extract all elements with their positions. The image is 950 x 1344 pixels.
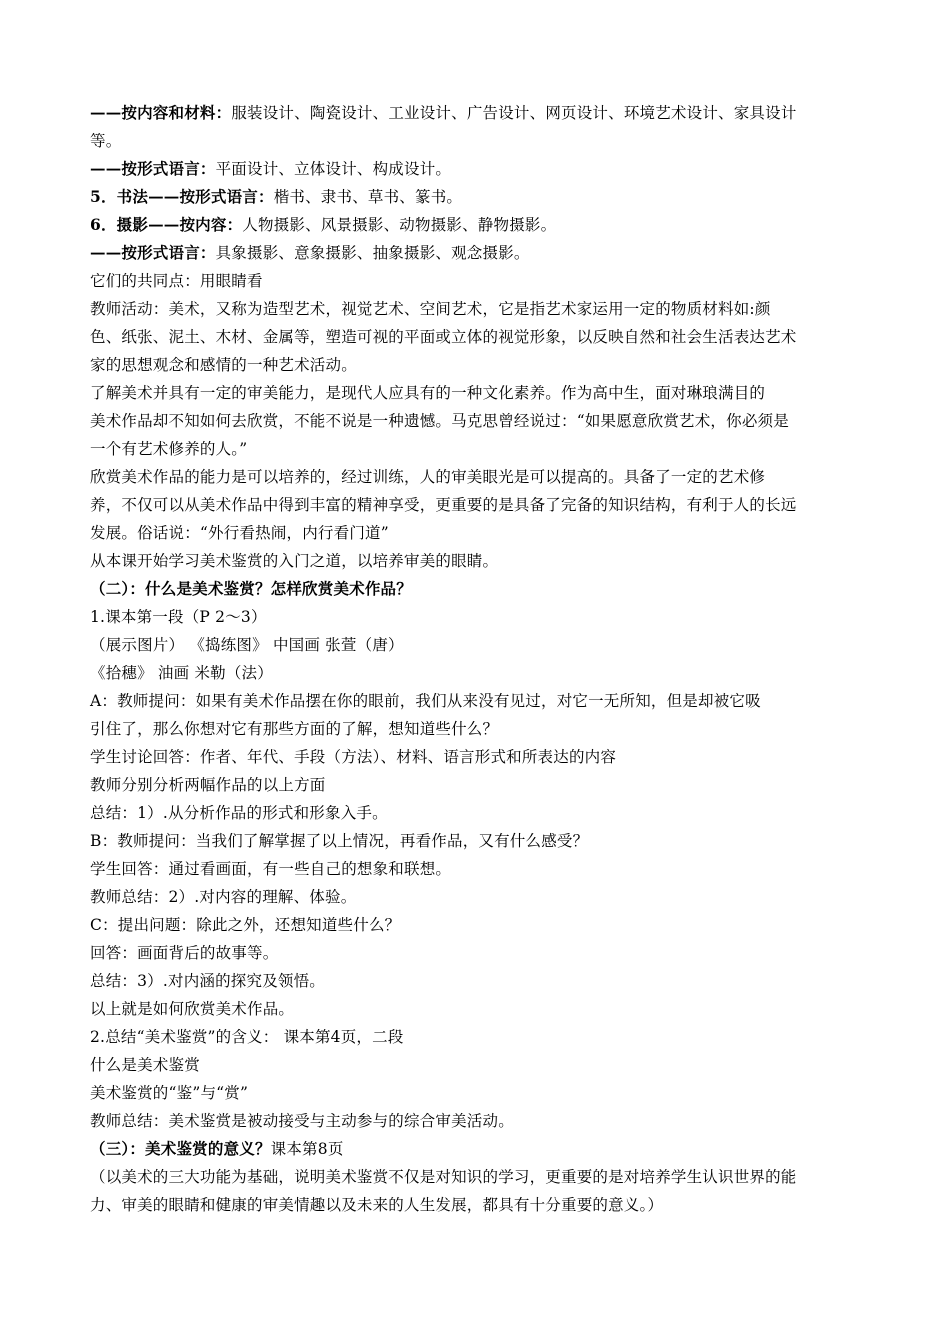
text-line xyxy=(90,1027,404,1047)
body-text: 2.总结“美术鉴赏”的含义： 课本第4页，二段 xyxy=(90,1028,404,1046)
body-text: 教师分别分析两幅作品的以上方面 xyxy=(90,776,326,794)
body-text: 《拾穗》 油画 米勒（法） xyxy=(90,664,273,682)
text-line xyxy=(90,215,556,235)
text-line xyxy=(90,271,263,291)
body-text: 等。 xyxy=(90,132,122,150)
text-line xyxy=(90,915,400,935)
text-line xyxy=(90,635,404,655)
text-line xyxy=(90,691,761,711)
text-line xyxy=(90,747,616,767)
text-line xyxy=(90,523,389,543)
text-line xyxy=(90,439,247,459)
body-text: 以上就是如何欣赏美术作品。 xyxy=(90,1000,295,1018)
body-text: 一个有艺术修养的人。” xyxy=(90,440,248,458)
text-line xyxy=(90,551,498,571)
text-line xyxy=(90,663,273,683)
body-text: 教师活动：美术，又称为造型艺术，视觉艺术、空间艺术，它是指艺术家运用一定的物质材料如:颜 xyxy=(90,300,771,318)
text-line xyxy=(90,383,765,403)
text-line xyxy=(90,859,451,879)
text-line xyxy=(90,607,267,627)
text-line xyxy=(90,1083,248,1103)
body-text: 课本第8页 xyxy=(270,1140,344,1158)
body-text: 家的思想观念和感情的一种艺术活动。 xyxy=(90,356,357,374)
body-text: 从本课开始学习美术鉴赏的入门之道，以培养审美的眼睛。 xyxy=(90,552,499,570)
body-text: C：提出问题：除此之外，还想知道些什么？ xyxy=(90,916,401,934)
bold-heading-text: ——按形式语言： xyxy=(90,243,216,262)
body-text: 引住了，那么你想对它有那些方面的了解，想知道些什么？ xyxy=(90,720,499,738)
bold-heading-text: 6．摄影——按内容： xyxy=(90,215,243,234)
body-text: 什么是美术鉴赏 xyxy=(90,1056,200,1074)
text-line xyxy=(90,467,765,487)
bold-heading-text: ——按内容和材料： xyxy=(90,103,232,122)
text-line xyxy=(90,971,325,991)
body-text: 1.课本第一段（P 2～3） xyxy=(90,608,267,626)
body-text: 学生回答：通过看画面，有一些自己的想象和联想。 xyxy=(90,860,452,878)
text-line xyxy=(90,327,797,347)
bold-heading-text: （二）：什么是美术鉴赏？怎样欣赏美术作品？ xyxy=(90,579,412,598)
text-line xyxy=(90,355,357,375)
text-line xyxy=(90,187,462,207)
body-text: 欣赏美术作品的能力是可以培养的，经过训练，人的审美眼光是可以提高的。具备了一定的艺术修 xyxy=(90,468,766,486)
body-text: 力、审美的眼睛和健康的审美情趣以及未来的人生发展，都具有十分重要的意义。） xyxy=(90,1196,664,1214)
body-text: 美术作品却不知如何去欣赏，不能不说是一种遗憾。马克思曾经说过：“如果愿意欣赏艺术，你必须是 xyxy=(90,412,789,430)
body-text: 美术鉴赏的“鉴”与“赏” xyxy=(90,1084,249,1102)
text-line xyxy=(90,1139,344,1159)
body-text: 学生讨论回答：作者、年代、手段（方法）、材料、语言形式和所表达的内容 xyxy=(90,748,617,766)
body-text: 总结：3）.对内涵的探究及领悟。 xyxy=(90,972,325,990)
body-text: 总结：1）.从分析作品的形式和形象入手。 xyxy=(90,804,388,822)
text-line xyxy=(90,243,530,263)
body-text: 楷书、隶书、草书、篆书。 xyxy=(273,188,463,206)
body-text: 人物摄影、风景摄影、动物摄影、静物摄影。 xyxy=(242,216,557,234)
text-line xyxy=(90,887,356,907)
text-line xyxy=(90,579,412,599)
text-line xyxy=(90,159,451,179)
body-text: 它们的共同点：用眼睛看 xyxy=(90,272,263,290)
text-line xyxy=(90,1167,797,1187)
body-text: 教师总结：2）.对内容的理解、体验。 xyxy=(90,888,357,906)
body-text: 了解美术并具有一定的审美能力，是现代人应具有的一种文化素养。作为高中生，面对琳琅满目的 xyxy=(90,384,766,402)
body-text: 教师总结：美术鉴赏是被动接受与主动参与的综合审美活动。 xyxy=(90,1112,514,1130)
body-text: （展示图片） 《捣练图》 中国画 张萱（唐） xyxy=(90,636,404,654)
text-line xyxy=(90,131,121,151)
text-line xyxy=(90,831,588,851)
body-text: 服装设计、陶瓷设计、工业设计、广告设计、网页设计、环境艺术设计、家具设计 xyxy=(231,104,797,122)
body-text: 养，不仅可以从美术作品中得到丰富的精神享受，更重要的是具备了完备的知识结构，有利于人的长远 xyxy=(90,496,797,514)
text-line xyxy=(90,1111,514,1131)
body-text: A：教师提问：如果有美术作品摆在你的眼前，我们从来没有见过，对它一无所知，但是却被它吸 xyxy=(90,692,761,710)
body-text: （以美术的三大功能为基础，说明美术鉴赏不仅是对知识的学习，更重要的是对培养学生认识世界的能 xyxy=(90,1168,797,1186)
body-text: 发展。俗话说：“外行看热闹，内行看门道” xyxy=(90,524,389,542)
text-line xyxy=(90,1055,200,1075)
bold-heading-text: 5．书法——按形式语言： xyxy=(90,187,274,206)
text-line xyxy=(90,775,326,795)
text-line xyxy=(90,943,278,963)
body-text: B：教师提问：当我们了解掌握了以上情况，再看作品，又有什么感受？ xyxy=(90,832,589,850)
bold-heading-text: ——按形式语言： xyxy=(90,159,216,178)
bold-heading-text: （三）：美术鉴赏的意义？ xyxy=(90,1139,271,1158)
body-text: 具象摄影、意象摄影、抽象摄影、观念摄影。 xyxy=(215,244,530,262)
text-line xyxy=(90,803,388,823)
body-text: 平面设计、立体设计、构成设计。 xyxy=(215,160,452,178)
body-text: 色、纸张、泥土、木材、金属等，塑造可视的平面或立体的视觉形象，以反映自然和社会生活表达艺术 xyxy=(90,328,797,346)
text-line xyxy=(90,299,771,319)
text-line xyxy=(90,719,498,739)
text-line xyxy=(90,411,789,431)
text-line xyxy=(90,495,797,515)
text-line xyxy=(90,999,294,1019)
text-line xyxy=(90,103,797,123)
text-line xyxy=(90,1195,663,1215)
body-text: 回答：画面背后的故事等。 xyxy=(90,944,279,962)
